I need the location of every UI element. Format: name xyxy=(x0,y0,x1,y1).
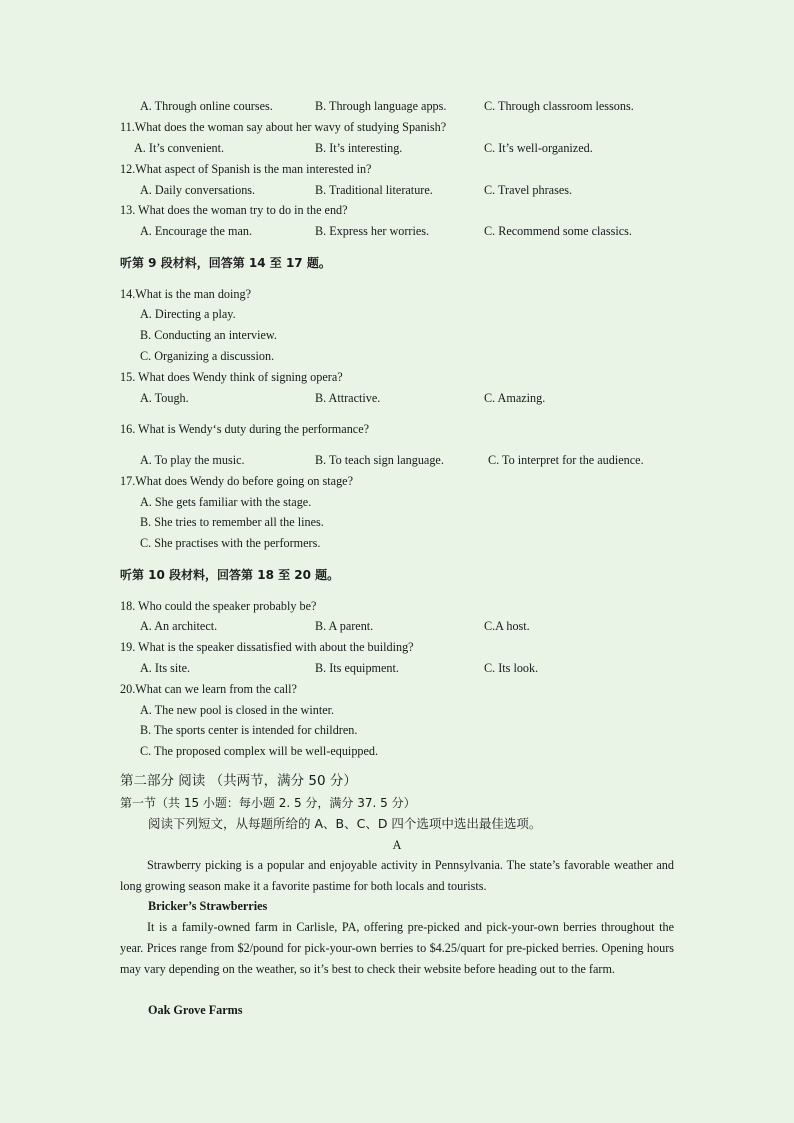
q16-option-c: C. To interpret for the audience. xyxy=(488,453,644,467)
q17-question: 17.What does Wendy do before going on stage? xyxy=(120,474,354,488)
q15-option-b: B. Attractive. xyxy=(315,391,381,405)
q19-option-c: C. Its look. xyxy=(484,661,539,675)
passage-subheading-oak-grove: Oak Grove Farms xyxy=(148,1003,243,1017)
q11-option-a: A. It’s convenient. xyxy=(134,141,225,155)
q12-option-a: A. Daily conversations. xyxy=(140,183,256,197)
q16-option-b: B. To teach sign language. xyxy=(315,453,444,467)
q18-question: 18. Who could the speaker probably be? xyxy=(120,599,317,613)
q11-question: 11.What does the woman say about her wavy of studying Spanish? xyxy=(120,120,447,134)
q13-option-a: A. Encourage the man. xyxy=(140,224,253,238)
passage-paragraph-1-text: Strawberry picking is a popular and enjoyable activity in Pennsylvania. The state’s favorable weather and long growing season make it a favorite pastime for both locals and tourists. xyxy=(120,858,674,893)
q19-option-a: A. Its site. xyxy=(140,661,191,675)
q15-question: 15. What does Wendy think of signing opera? xyxy=(120,370,343,384)
q14-option-b: B. Conducting an interview. xyxy=(140,328,277,342)
q14-option-c: C. Organizing a discussion. xyxy=(140,349,275,363)
q15-option-c: C. Amazing. xyxy=(484,391,546,405)
q13-option-c: C. Recommend some classics. xyxy=(484,224,632,238)
q15-option-a: A. Tough. xyxy=(140,391,189,405)
q10-option-b: B. Through language apps. xyxy=(315,99,447,113)
q16-option-a: A. To play the music. xyxy=(140,453,245,467)
q20-option-c: C. The proposed complex will be well-equipped. xyxy=(140,744,379,758)
q18-option-c: C.A host. xyxy=(484,619,530,633)
part2-title: 第二部分 阅读 （共两节，满分 50 分） xyxy=(120,773,357,789)
q19-question: 19. What is the speaker dissatisfied with about the building? xyxy=(120,640,414,654)
q11-option-c: C. It’s well-organized. xyxy=(484,141,593,155)
passage-paragraph-2 xyxy=(120,917,674,980)
passage-paragraph-1 xyxy=(120,855,674,897)
q20-option-b: B. The sports center is intended for children. xyxy=(140,723,358,737)
q13-option-b: B. Express her worries. xyxy=(315,224,430,238)
section-heading-10: 听第 10 段材料，回答第 18 至 20 题。 xyxy=(120,568,340,582)
section-heading-9: 听第 9 段材料，回答第 14 至 17 题。 xyxy=(120,256,331,270)
q12-option-b: B. Traditional literature. xyxy=(315,183,433,197)
q20-option-a: A. The new pool is closed in the winter. xyxy=(140,703,335,717)
q11-option-b: B. It’s interesting. xyxy=(315,141,403,155)
q12-question: 12.What aspect of Spanish is the man interested in? xyxy=(120,162,372,176)
q17-option-a: A. She gets familiar with the stage. xyxy=(140,495,312,509)
passage-paragraph-2-text: It is a family-owned farm in Carlisle, PA, offering pre-picked and pick-your-own berries throughout the year. Prices range from $2/pound for pick-your-own berries to $4.25/quart for pre-picked berries. Opening hours may vary depending on the weather, so it’s best to check their website before heading out to the farm. xyxy=(120,920,674,976)
q13-question: 13. What does the woman try to do in the end? xyxy=(120,203,348,217)
q19-option-b: B. Its equipment. xyxy=(315,661,399,675)
q17-option-c: C. She practises with the performers. xyxy=(140,536,321,550)
q14-option-a: A. Directing a play. xyxy=(140,307,236,321)
q10-option-c: C. Through classroom lessons. xyxy=(484,99,634,113)
q16-question: 16. What is Wendy‘s duty during the performance? xyxy=(120,422,370,436)
q10-option-a: A. Through online courses. xyxy=(140,99,273,113)
q18-option-b: B. A parent. xyxy=(315,619,374,633)
section1-title: 第一节（共 15 小题：每小题 2. 5 分，满分 37. 5 分） xyxy=(120,796,416,810)
q18-option-a: A. An architect. xyxy=(140,619,218,633)
q17-option-b: B. She tries to remember all the lines. xyxy=(140,515,324,529)
q12-option-c: C. Travel phrases. xyxy=(484,183,573,197)
passage-subheading-brickers: Bricker’s Strawberries xyxy=(148,899,268,913)
q14-question: 14.What is the man doing? xyxy=(120,287,251,301)
reading-instruction: 阅读下列短文，从每题所给的 A、B、C、D 四个选项中选出最佳选项。 xyxy=(148,816,542,831)
q20-question: 20.What can we learn from the call? xyxy=(120,682,297,696)
passage-label: A xyxy=(392,838,402,852)
